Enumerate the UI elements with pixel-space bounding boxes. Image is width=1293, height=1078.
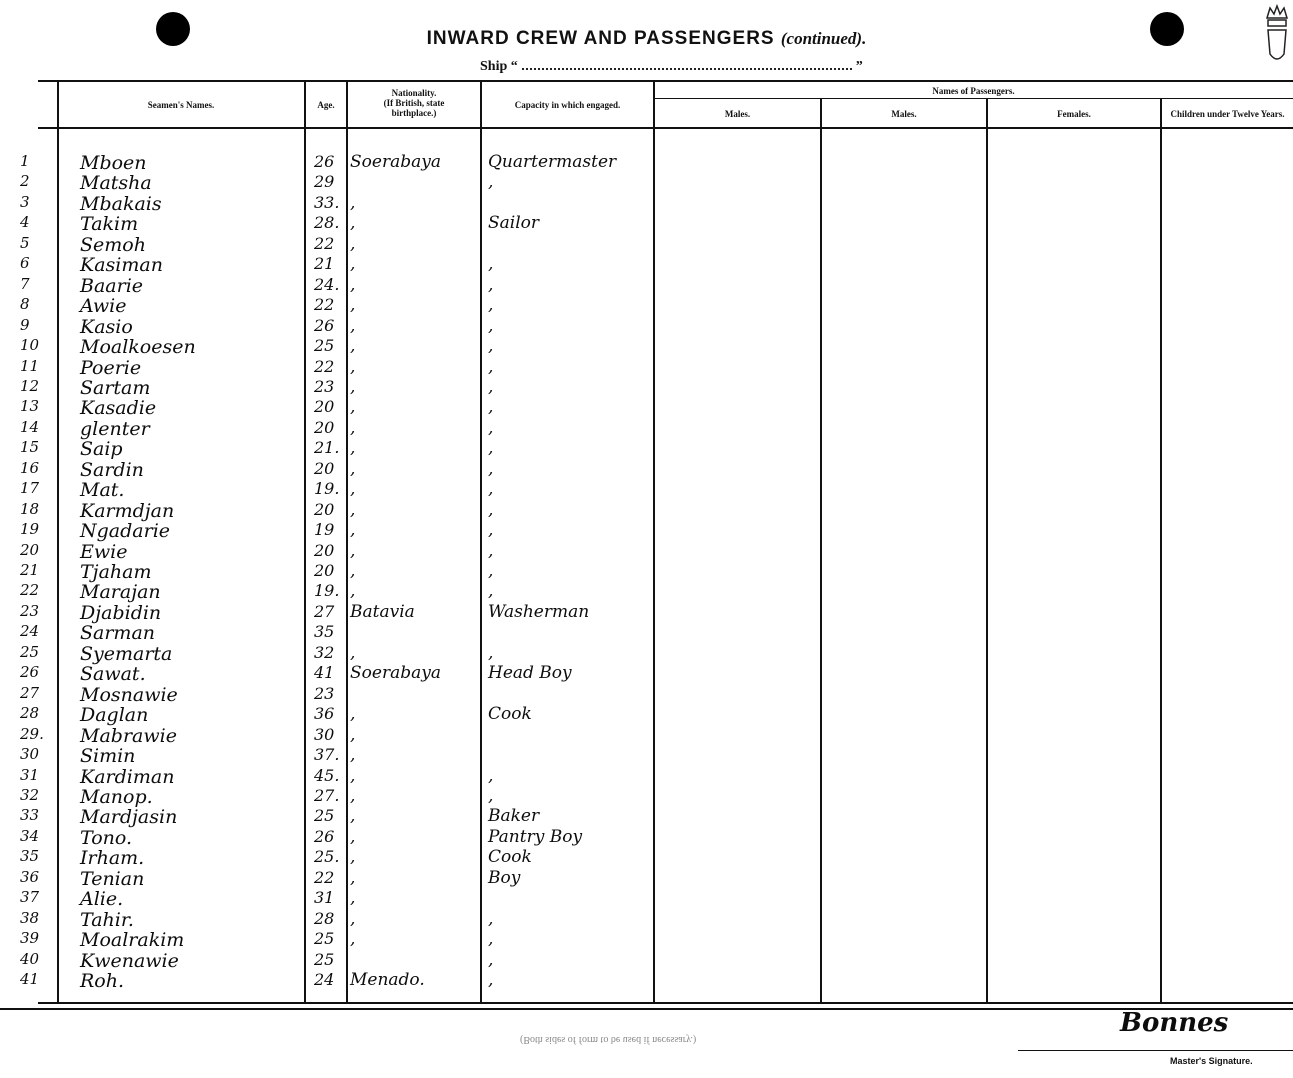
seaman-capacity: ,: [488, 540, 494, 561]
seaman-name: Karmdjan: [80, 499, 175, 522]
crew-row: [0, 275, 1293, 295]
seaman-name: Sawat.: [80, 663, 146, 686]
seaman-age: 20: [314, 397, 335, 417]
seaman-capacity: Quartermaster: [488, 152, 617, 172]
seaman-nationality: ,: [350, 254, 356, 275]
seaman-age: 32: [314, 642, 335, 662]
seaman-nationality: ,: [350, 704, 356, 725]
crew-row: [0, 745, 1293, 768]
header-females: Females.: [1057, 109, 1091, 119]
seaman-nationality: ,: [350, 745, 356, 766]
seaman-age: 25: [314, 929, 335, 949]
seaman-name: Sarman: [80, 622, 156, 645]
seaman-name: Takim: [80, 213, 139, 236]
seaman-name: Irham.: [80, 847, 145, 870]
seaman-age: 26: [314, 152, 335, 171]
seaman-name: Simin: [80, 745, 136, 768]
crew-row: [0, 418, 1293, 438]
header-males-1: Males.: [724, 109, 751, 119]
seaman-age: 21.: [314, 438, 340, 458]
crew-number: 26: [20, 663, 40, 682]
seaman-age: 25: [314, 806, 335, 826]
seaman-capacity: ,: [488, 520, 494, 541]
crew-row: [0, 193, 1293, 213]
crew-row: [0, 500, 1293, 520]
seaman-name: Daglan: [80, 704, 149, 727]
seaman-nationality: ,: [350, 765, 356, 786]
seaman-nationality: ,: [350, 867, 356, 888]
seaman-age: 37.: [314, 745, 340, 765]
seaman-nationality: ,: [350, 192, 356, 213]
seaman-nationality: ,: [350, 785, 356, 806]
seaman-name: Tono.: [80, 826, 133, 849]
crew-number: 14: [20, 417, 40, 436]
crew-number: 17: [20, 479, 40, 498]
crew-number: 20: [20, 540, 40, 559]
crew-number: 1: [20, 152, 30, 170]
seaman-capacity: ,: [488, 929, 494, 950]
seaman-name: Mat.: [80, 479, 125, 502]
crew-row: [0, 172, 1293, 195]
seaman-nationality: ,: [350, 336, 356, 357]
crew-row: [0, 868, 1293, 888]
crew-number: 5: [20, 233, 30, 252]
rule-top: [38, 80, 1293, 82]
crew-number: 6: [20, 254, 30, 273]
seaman-name: Tjaham: [80, 561, 152, 583]
seaman-capacity: ,: [488, 908, 494, 929]
crew-row: [0, 827, 1293, 847]
seaman-capacity: ,: [488, 785, 494, 806]
seaman-nationality: ,: [350, 520, 356, 541]
seaman-nationality: ,: [350, 540, 356, 561]
crew-number: 34: [20, 826, 40, 845]
crew-number: 22: [20, 581, 40, 600]
seaman-name: Semoh: [80, 233, 146, 256]
crew-row: [0, 479, 1293, 502]
crew-row: [0, 663, 1293, 686]
header-age: Age.: [317, 100, 335, 110]
seaman-name: Saip: [80, 438, 123, 461]
seaman-age: 45.: [314, 765, 340, 785]
header-children: Children under Twelve Years.: [1170, 109, 1285, 119]
seaman-nationality: ,: [350, 724, 356, 745]
page-title: [0, 28, 1293, 50]
crew-number: 29.: [20, 724, 44, 743]
crew-number: 16: [20, 458, 40, 477]
crew-row: [0, 357, 1293, 377]
crew-row: [0, 152, 1293, 172]
seaman-age: 19.: [314, 581, 340, 601]
crew-number: 30: [20, 745, 40, 764]
seaman-nationality: ,: [350, 826, 356, 847]
seaman-age: 25.: [314, 847, 340, 867]
crew-number: 31: [20, 765, 40, 784]
ship-label: Ship “: [480, 59, 518, 74]
seaman-capacity: ,: [488, 417, 494, 438]
crew-number: 39: [20, 929, 40, 948]
seaman-name: Kardiman: [80, 765, 175, 788]
seaman-age: 28: [314, 908, 335, 928]
seaman-age: 21: [314, 254, 335, 274]
seaman-nationality: ,: [350, 213, 356, 234]
crew-row: [0, 459, 1293, 479]
seaman-capacity: ,: [488, 438, 494, 459]
seaman-nationality: ,: [350, 295, 356, 316]
crew-number: 8: [20, 295, 30, 314]
ship-name-blank: [522, 56, 852, 70]
seaman-age: 41: [314, 663, 335, 683]
header-capacity: Capacity in which engaged.: [514, 100, 621, 110]
seaman-capacity: ,: [488, 397, 494, 418]
seaman-nationality: Menado.: [350, 970, 425, 990]
seaman-nationality: ,: [350, 315, 356, 336]
seaman-age: 22: [314, 356, 335, 376]
seaman-age: 25: [314, 336, 335, 356]
seaman-name: Ngadarie: [80, 520, 171, 543]
seaman-name: Marajan: [80, 581, 161, 604]
seaman-nationality: ,: [350, 908, 356, 929]
crew-number: 32: [20, 785, 40, 804]
seaman-age: 19: [314, 520, 335, 540]
seaman-age: 20: [314, 458, 335, 478]
seaman-nationality: ,: [350, 397, 356, 418]
seaman-age: 23: [314, 376, 335, 396]
crew-row: [0, 704, 1293, 727]
crew-row: [0, 684, 1293, 704]
crew-number: 21: [20, 561, 40, 579]
crew-row: [0, 725, 1293, 745]
seaman-capacity: Boy: [488, 867, 521, 888]
crew-row: [0, 622, 1293, 645]
crew-row: [0, 643, 1293, 663]
seaman-name: Manop.: [80, 785, 153, 808]
seaman-capacity: Washerman: [488, 601, 590, 622]
seaman-age: 26: [314, 826, 335, 846]
seaman-nationality: ,: [350, 417, 356, 438]
seaman-name: Mabrawie: [80, 724, 177, 747]
seaman-age: 19.: [314, 479, 340, 499]
seaman-name: Alie.: [80, 888, 124, 911]
nationality-line3: birthplace.): [391, 108, 437, 118]
seaman-nationality: ,: [350, 806, 356, 827]
seaman-name: Poerie: [80, 356, 142, 379]
seaman-name: Syemarta: [80, 642, 173, 665]
crew-row: [0, 336, 1293, 359]
seaman-capacity: ,: [488, 274, 494, 295]
seaman-age: 29: [314, 172, 335, 192]
seaman-name: Moalkoesen: [80, 336, 196, 359]
seaman-capacity: ,: [488, 376, 494, 397]
nationality-line1: Nationality.: [391, 88, 437, 98]
seaman-capacity: ,: [488, 458, 494, 479]
rule-footer: [0, 1008, 1293, 1010]
reverse-note: (Both sides of form to be used if necessary.): [520, 1034, 697, 1045]
seaman-capacity: Baker: [488, 806, 540, 827]
seaman-capacity: ,: [488, 356, 494, 377]
seaman-name: Mardjasin: [80, 806, 178, 829]
header-males-2: Males.: [891, 109, 917, 119]
header-seamen-names: Seamen's Names.: [147, 100, 215, 110]
crew-number: 25: [20, 642, 40, 661]
seaman-age: 36: [314, 704, 335, 724]
seaman-name: Kasio: [80, 315, 133, 338]
crew-number: 36: [20, 867, 40, 886]
crew-number: 28: [20, 704, 40, 723]
seaman-age: 30: [314, 724, 335, 744]
seaman-age: 24.: [314, 274, 340, 294]
crew-number: 38: [20, 908, 40, 927]
crew-row: [0, 602, 1293, 622]
seaman-capacity: ,: [488, 254, 494, 275]
seaman-name: Sardin: [80, 458, 144, 481]
header-nationality: [348, 88, 480, 118]
seaman-nationality: ,: [350, 642, 356, 663]
seaman-name: Kasadie: [80, 397, 157, 420]
seaman-nationality: ,: [350, 356, 356, 377]
seaman-age: 20: [314, 561, 335, 580]
seaman-nationality: ,: [350, 561, 356, 581]
crew-row: [0, 213, 1293, 236]
crew-number: 7: [20, 274, 30, 293]
seaman-age: 35: [314, 622, 335, 642]
seaman-age: 26: [314, 315, 335, 335]
seaman-age: 20: [314, 499, 335, 519]
seaman-nationality: ,: [350, 929, 356, 950]
seaman-capacity: Head Boy: [488, 663, 572, 684]
title-suffix: (continued).: [780, 29, 867, 48]
seaman-age: 31: [314, 888, 335, 908]
seaman-nationality: ,: [350, 479, 356, 500]
master-signature-label: Master's Signature.: [1170, 1056, 1253, 1066]
crew-number: 2: [20, 172, 30, 191]
crew-number: 13: [20, 397, 40, 416]
seaman-name: Mboen: [80, 152, 147, 174]
seaman-capacity: Cook: [488, 847, 532, 868]
seaman-capacity: ,: [488, 765, 494, 786]
seaman-age: 25: [314, 949, 335, 969]
crew-row: [0, 929, 1293, 952]
crew-row: [0, 581, 1293, 604]
seaman-capacity: ,: [488, 172, 494, 193]
crew-number: 9: [20, 315, 30, 334]
seaman-capacity: Cook: [488, 704, 532, 725]
seaman-name: Roh.: [80, 970, 125, 992]
seaman-capacity: ,: [488, 315, 494, 336]
seaman-name: glenter: [80, 417, 150, 440]
crew-row: [0, 766, 1293, 786]
crew-number: 10: [20, 336, 40, 355]
title-text: INWARD CREW AND PASSENGERS: [426, 28, 775, 49]
seaman-nationality: ,: [350, 847, 356, 868]
seaman-nationality: ,: [350, 274, 356, 295]
rule-bottom: [38, 1002, 1293, 1004]
crew-row: [0, 561, 1293, 581]
seaman-capacity: ,: [488, 642, 494, 663]
seaman-age: 22: [314, 233, 335, 253]
seaman-nationality: ,: [350, 581, 356, 602]
seaman-name: Kwenawie: [80, 949, 179, 972]
seaman-age: 22: [314, 295, 335, 315]
crew-row: [0, 970, 1293, 990]
seaman-nationality: ,: [350, 438, 356, 459]
seaman-capacity: Pantry Boy: [488, 826, 583, 847]
crew-row: [0, 806, 1293, 829]
crew-number: 41: [20, 970, 40, 988]
seaman-age: 23: [314, 683, 335, 703]
seaman-name: Moalrakim: [80, 929, 185, 952]
seaman-capacity: ,: [488, 479, 494, 500]
seaman-age: 24: [314, 970, 335, 989]
seaman-age: 20: [314, 540, 335, 560]
seaman-name: Tenian: [80, 867, 145, 890]
seaman-name: Mbakais: [80, 192, 162, 215]
crew-number: 24: [20, 622, 40, 641]
seaman-nationality: Batavia: [350, 601, 415, 622]
crew-row: [0, 234, 1293, 254]
crew-row: [0, 847, 1293, 870]
crew-row: [0, 438, 1293, 461]
rule-passenger-sub: [654, 98, 1293, 99]
crew-row: [0, 950, 1293, 970]
crew-row: [0, 295, 1293, 318]
seaman-name: Kasiman: [80, 254, 163, 277]
crew-number: 15: [20, 438, 40, 457]
crew-row: [0, 254, 1293, 277]
seaman-age: 22: [314, 867, 335, 887]
seaman-nationality: ,: [350, 888, 356, 909]
seaman-nationality: Soerabaya: [350, 663, 441, 684]
crew-row: [0, 316, 1293, 336]
crew-row: [0, 888, 1293, 911]
seaman-capacity: ,: [488, 970, 494, 990]
seaman-capacity: ,: [488, 295, 494, 316]
seaman-age: 28.: [314, 213, 340, 233]
seaman-capacity: ,: [488, 949, 494, 970]
seaman-nationality: ,: [350, 458, 356, 479]
seaman-capacity: ,: [488, 499, 494, 520]
seaman-name: Djabidin: [80, 601, 162, 624]
crew-row: [0, 520, 1293, 543]
crew-number: 23: [20, 601, 40, 620]
seaman-capacity: ,: [488, 336, 494, 357]
crew-row: [0, 397, 1293, 420]
seaman-nationality: Soerabaya: [350, 152, 441, 172]
header-passengers: Names of Passengers.: [932, 86, 1015, 96]
seaman-capacity: ,: [488, 561, 494, 581]
crew-number: 18: [20, 499, 40, 518]
seaman-nationality: ,: [350, 233, 356, 254]
crew-number: 12: [20, 376, 40, 395]
seaman-name: Sartam: [80, 376, 151, 399]
ship-line: [480, 56, 863, 75]
crew-number: 40: [20, 949, 40, 968]
crew-number: 37: [20, 888, 40, 907]
seaman-age: 20: [314, 417, 335, 437]
crew-row: [0, 541, 1293, 561]
crew-row: [0, 786, 1293, 806]
crew-number: 33: [20, 806, 40, 825]
seaman-name: Ewie: [80, 540, 128, 563]
seaman-name: Baarie: [80, 274, 144, 297]
crew-number: 4: [20, 213, 30, 232]
crew-row: [0, 377, 1293, 397]
seaman-name: Tahir.: [80, 908, 134, 931]
rule-signature: [1018, 1050, 1293, 1051]
seaman-age: 27.: [314, 785, 340, 805]
crew-number: 35: [20, 847, 40, 866]
crew-row: [0, 909, 1293, 929]
seaman-nationality: ,: [350, 499, 356, 520]
seaman-age: 33.: [314, 192, 340, 212]
ship-close-quote: ”: [855, 59, 863, 74]
seaman-name: Mosnawie: [80, 683, 178, 706]
seaman-age: 27: [314, 601, 335, 621]
crew-number: 3: [20, 192, 30, 211]
rule-header-bottom: [38, 127, 1293, 129]
seaman-name: Awie: [80, 295, 127, 318]
seaman-nationality: ,: [350, 376, 356, 397]
seaman-capacity: Sailor: [488, 213, 540, 234]
nationality-line2: (If British, state: [383, 98, 445, 108]
seaman-name: Matsha: [80, 172, 152, 195]
crew-number: 11: [20, 356, 40, 375]
master-signature: Bonnes: [1120, 1008, 1229, 1038]
crew-number: 27: [20, 683, 40, 702]
crew-number: 19: [20, 520, 40, 539]
seaman-capacity: ,: [488, 581, 494, 602]
